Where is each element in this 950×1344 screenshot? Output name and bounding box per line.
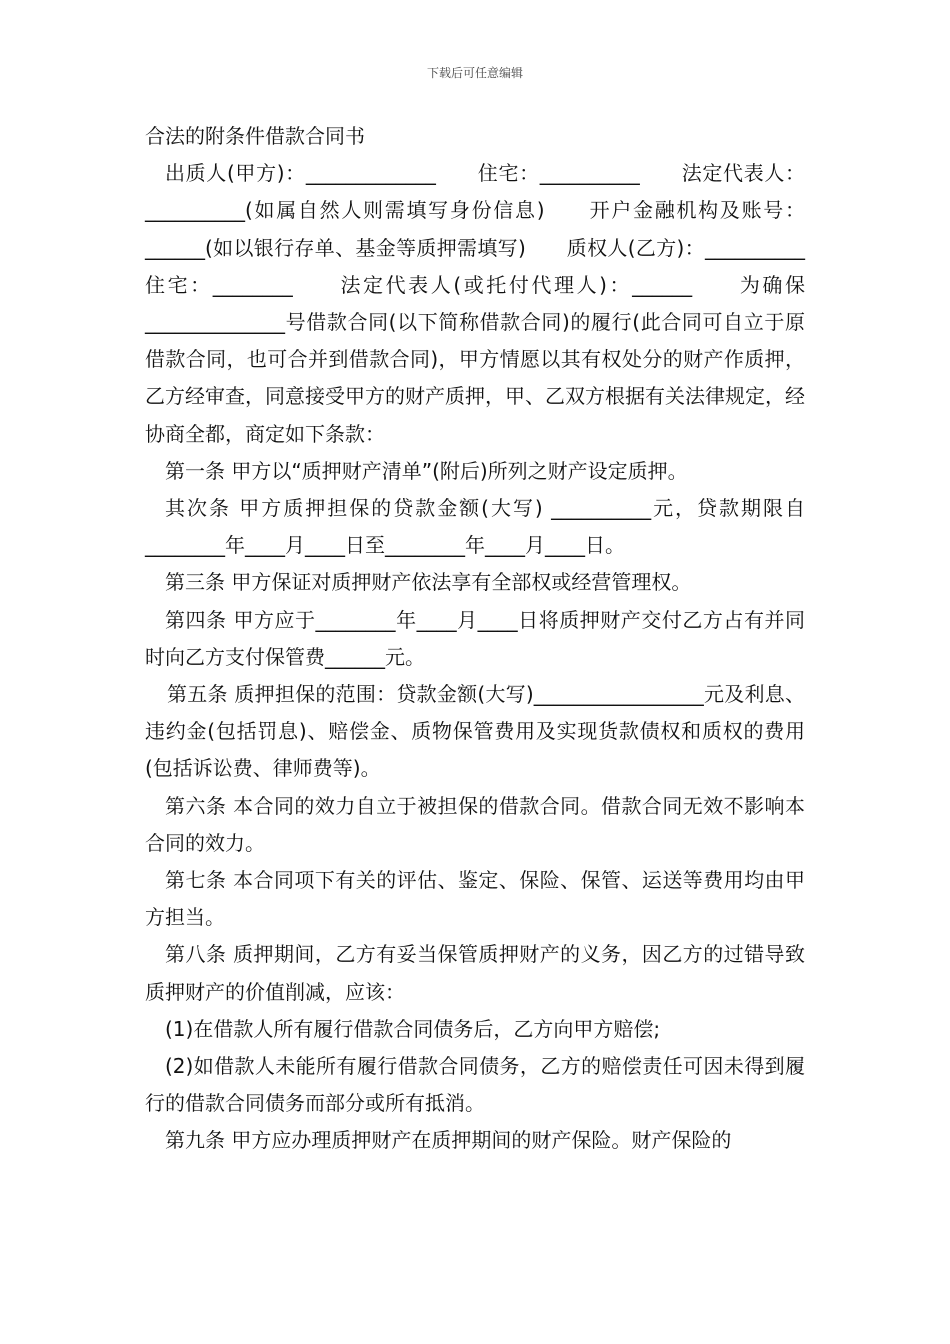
paragraph-article-8-item-1: (1)在借款人所有履行借款合同债务后，乙方向甲方赔偿;: [165, 1016, 661, 1041]
paragraph-article-5: 第五条 质押担保的范围：贷款金额(大写)_________________元及利息、违约金(包括罚息)、赔偿金、质物保管费用及实现货款债权和质权的费用(包括诉讼费、律师费等)。: [145, 682, 805, 781]
document-title: 合法的附条件借款合同书: [145, 124, 365, 148]
paragraph-article-8: 第八条 质押期间，乙方有妥当保管质押财产的义务，因乙方的过错导致质押财产的价值削减，应该：: [145, 942, 805, 1004]
document-body: [145, 118, 845, 1160]
paragraph-article-6: 第六条 本合同的效力自立于被担保的借款合同。借款合同无效不影响本合同的效力。: [145, 793, 805, 855]
paragraph-article-2: 其次条 甲方质押担保的贷款金额(大写) __________元，贷款期限自________年____月____日至________年____月____日。: [145, 496, 805, 558]
paragraph-article-4: 第四条 甲方应于________年____月____日将质押财产交付乙方占有并同时向乙方支付保管费______元。: [145, 607, 805, 669]
paragraph-article-7: 第七条 本合同项下有关的评估、鉴定、保险、保管、运送等费用均由甲方担当。: [145, 868, 805, 930]
paragraph-article-8-item-2: (2)如借款人未能所有履行借款合同债务，乙方的赔偿责任可因未得到履行的借款合同债务而部分或所有抵消。: [145, 1054, 805, 1116]
paragraph-article-9: 第九条 甲方应办理质押财产在质押期间的财产保险。财产保险的: [165, 1128, 732, 1153]
paragraph-article-3: 第三条 甲方保证对质押财产依法享有全部权或经营管理权。: [165, 570, 692, 595]
paragraph-parties: 出质人(甲方)：_____________ 住宅：__________ 法定代表人：__________(如属自然人则需填写身份信息) 开户金融机构及账号：______(如以银行存单、基金等质押需填写) 质权人(乙方)：__________ 住宅：________ 法定代表人(或托付代理人)：______ 为确保______________号借款合同(以下简称借款合同)的履行(此合同可自立于原借款合同，也可合并到借款合同)，甲方情愿以其有权处分的财产作质押，乙方经审查，同意接受甲方的财产质押，甲、乙双方根据有关法律规定，经协商全都，商定如下条款：: [145, 161, 845, 446]
page-header: 下载后可任意编辑: [426, 66, 523, 80]
paragraph-article-1: 第一条 甲方以“质押财产清单”(附后)所列之财产设定质押。: [165, 458, 688, 483]
